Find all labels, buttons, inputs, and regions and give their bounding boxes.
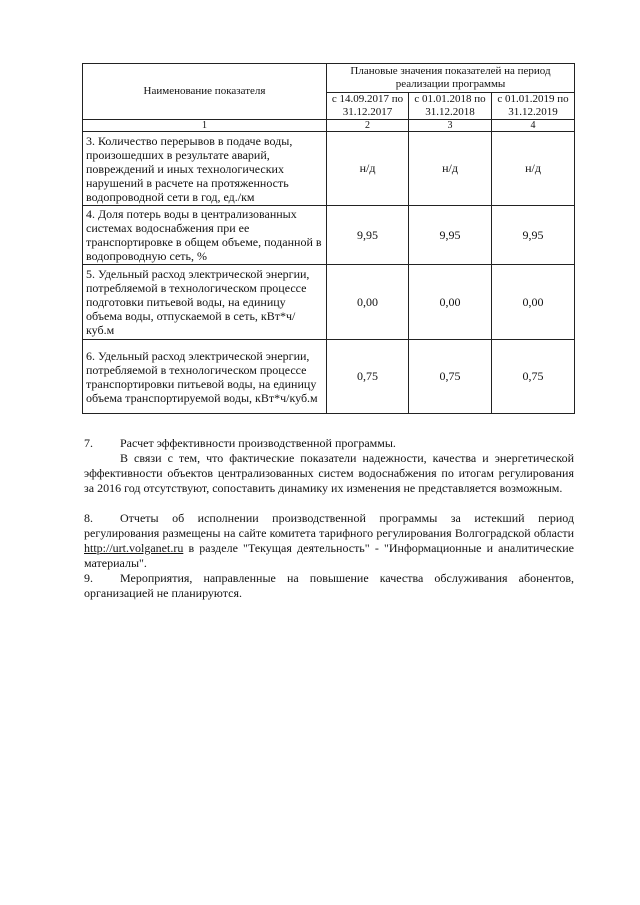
- indicator-value: 9,95: [409, 206, 492, 265]
- indicator-value: 0,00: [327, 265, 409, 340]
- column-number-3: 3: [409, 120, 492, 132]
- indicators-table: [82, 63, 575, 414]
- indicator-value: 9,95: [492, 206, 575, 265]
- section-7: [84, 436, 574, 496]
- indicator-name: 4. Доля потерь воды в централизованных системах водоснабжения при ее транспортировке в общем объеме, поданной в водопроводную сеть, %: [83, 206, 327, 265]
- section-7-title: Расчет эффективности производственной программы.: [120, 436, 396, 450]
- table-row: [83, 340, 575, 414]
- section-7-heading: [84, 436, 574, 451]
- indicator-value: 0,75: [492, 340, 575, 414]
- column-number-4: 4: [492, 120, 575, 132]
- column-number-2: 2: [327, 120, 409, 132]
- indicator-name: 3. Количество перерывов в подаче воды, произошедших в результате аварий, повреждений и иных технологических нарушений в расчете на протяженность водопроводной сети в год, ед./км: [83, 132, 327, 206]
- indicator-name: 6. Удельный расход электрической энергии, потребляемой в технологическом процессе транспортировки питьевой воды, на единицу объема транспортируемой воды, кВт*ч/куб.м: [83, 340, 327, 414]
- section-8-paragraph: [84, 511, 574, 571]
- indicator-value: 0,00: [409, 265, 492, 340]
- section-9-text: Мероприятия, направленные на повышение качества обслуживания абонентов, организацией не планируются.: [84, 571, 574, 600]
- section-8: [84, 511, 574, 571]
- indicator-value: 0,75: [409, 340, 492, 414]
- indicator-value: н/д: [492, 132, 575, 206]
- indicator-name: 5. Удельный расход электрической энергии, потребляемой в технологическом процессе подготовки питьевой воды, на единицу объема воды, отпускаемой в сеть, кВт*ч/куб.м: [83, 265, 327, 340]
- header-period-2: с 01.01.2018 по 31.12.2018: [409, 93, 492, 120]
- section-9-paragraph: [84, 571, 574, 601]
- header-period-1: с 14.09.2017 по 31.12.2017: [327, 93, 409, 120]
- section-7-number: 7.: [84, 436, 93, 450]
- indicator-value: н/д: [327, 132, 409, 206]
- header-plan-values: Плановые значения показателей на период реализации программы: [327, 64, 575, 93]
- table-row: [83, 132, 575, 206]
- table-row: [83, 206, 575, 265]
- column-number-1: 1: [83, 120, 327, 132]
- section-9: [84, 571, 574, 601]
- website-link[interactable]: http://urt.volganet.ru: [84, 541, 184, 555]
- indicator-value: 9,95: [327, 206, 409, 265]
- indicator-value: 0,00: [492, 265, 575, 340]
- header-period-3: с 01.01.2019 по 31.12.2019: [492, 93, 575, 120]
- table-row: [83, 265, 575, 340]
- section-7-body: В связи с тем, что фактические показатели надежности, качества и энергетической эффективности объектов централизованных систем водоснабжения по итогам регулирования за 2016 год отсутствуют, сопоставить динамику их изменения не представляется возможным.: [84, 451, 574, 495]
- indicator-value: 0,75: [327, 340, 409, 414]
- section-9-number: 9.: [84, 571, 93, 585]
- section-8-number: 8.: [84, 511, 93, 525]
- section-8-text-before: Отчеты об исполнении производственной программы за истекший период регулирования размещены на сайте комитета тарифного регулирования Волгоградской области: [84, 511, 574, 540]
- section-8-text-after: в разделе "Текущая деятельность" - "Информационные и аналитические материалы".: [84, 541, 575, 570]
- header-indicator-name: Наименование показателя: [83, 64, 327, 120]
- indicator-value: н/д: [409, 132, 492, 206]
